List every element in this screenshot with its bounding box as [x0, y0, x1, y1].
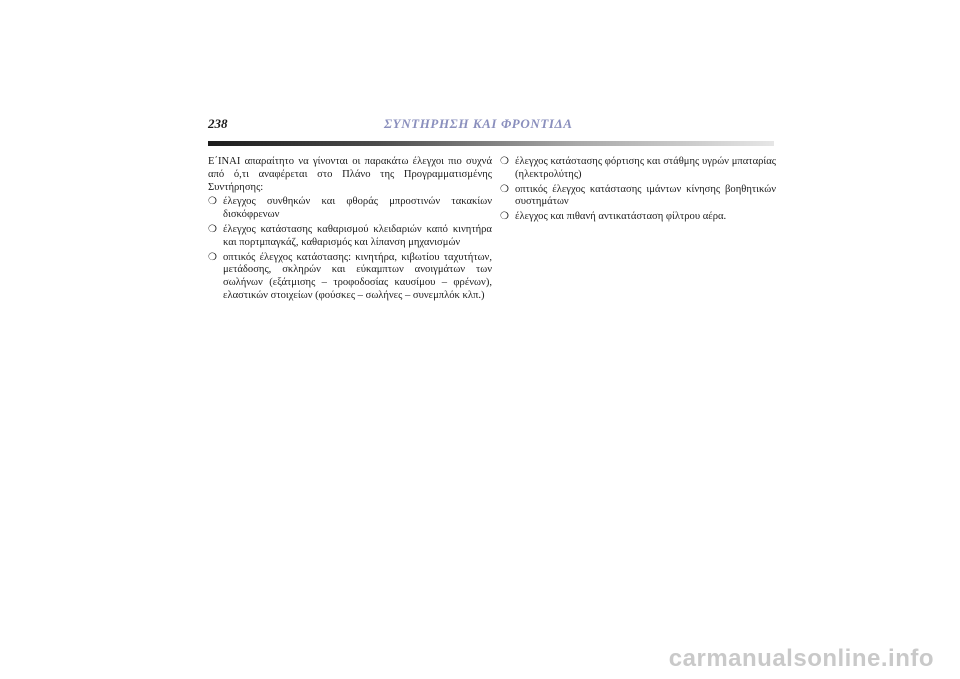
list-item	[500, 184, 776, 210]
page-header	[208, 116, 774, 136]
list-item	[500, 156, 776, 182]
circle-bullet-icon: ❍	[208, 223, 217, 235]
left-checklist	[208, 196, 492, 302]
circle-bullet-icon: ❍	[500, 183, 509, 195]
list-item-text: έλεγχος κατάστασης καθαρισμού κλειδαριών καπό κινητήρα και πορτμπαγκάζ, καθαρισμός και λίπανση μηχανισμών	[223, 223, 492, 248]
section-title: ΣΥΝΤΗΡΗΣΗ ΚΑΙ ΦΡΟΝΤΙΔΑ	[384, 116, 573, 131]
list-item	[208, 196, 492, 222]
header-divider	[208, 141, 774, 146]
list-item-text: οπτικός έλεγχος κατάστασης ιμάντων κίνησης βοηθητικών συστημάτων	[515, 183, 776, 208]
left-column	[208, 156, 492, 305]
right-column	[500, 156, 776, 226]
intro-paragraph: Ε΄ΙΝΑΙ απαραίτητο να γίνονται οι παρακάτω έλεγχοι πιο συχνά από ό,τι αναφέρεται στο Πλάνο της Προγραμματισμένης Συντήρησης:	[208, 156, 492, 193]
list-item	[208, 224, 492, 250]
list-item-text: έλεγχος συνθηκών και φθοράς μπροστινών τακακίων δισκόφρενων	[223, 196, 492, 221]
circle-bullet-icon: ❍	[500, 156, 509, 167]
list-item	[500, 211, 776, 224]
circle-bullet-icon: ❍	[208, 196, 217, 208]
circle-bullet-icon: ❍	[208, 251, 217, 263]
list-item	[208, 252, 492, 303]
circle-bullet-icon: ❍	[500, 211, 509, 223]
page-number: 238	[208, 116, 228, 131]
list-item-text: έλεγχος κατάστασης φόρτισης και στάθμης υγρών μπαταρίας (ηλεκτρολύτης)	[515, 156, 776, 180]
site-watermark: carmanualsonline.info	[668, 645, 934, 672]
list-item-text: έλεγχος και πιθανή αντικατάσταση φίλτρου αέρα.	[515, 211, 727, 223]
list-item-text: οπτικός έλεγχος κατάστασης: κινητήρα, κιβωτίου ταχυτήτων, μετάδοσης, σκληρών και εύκαμπτων ανοιγμάτων των σωλήνων (εξάτμισης – τροφοδοσίας καυσίμου – φρένων), ελαστικών στοιχείων (φούσκες – σωλήνες – συνεμπλόκ κλπ.)	[223, 251, 492, 301]
right-checklist	[500, 156, 776, 224]
